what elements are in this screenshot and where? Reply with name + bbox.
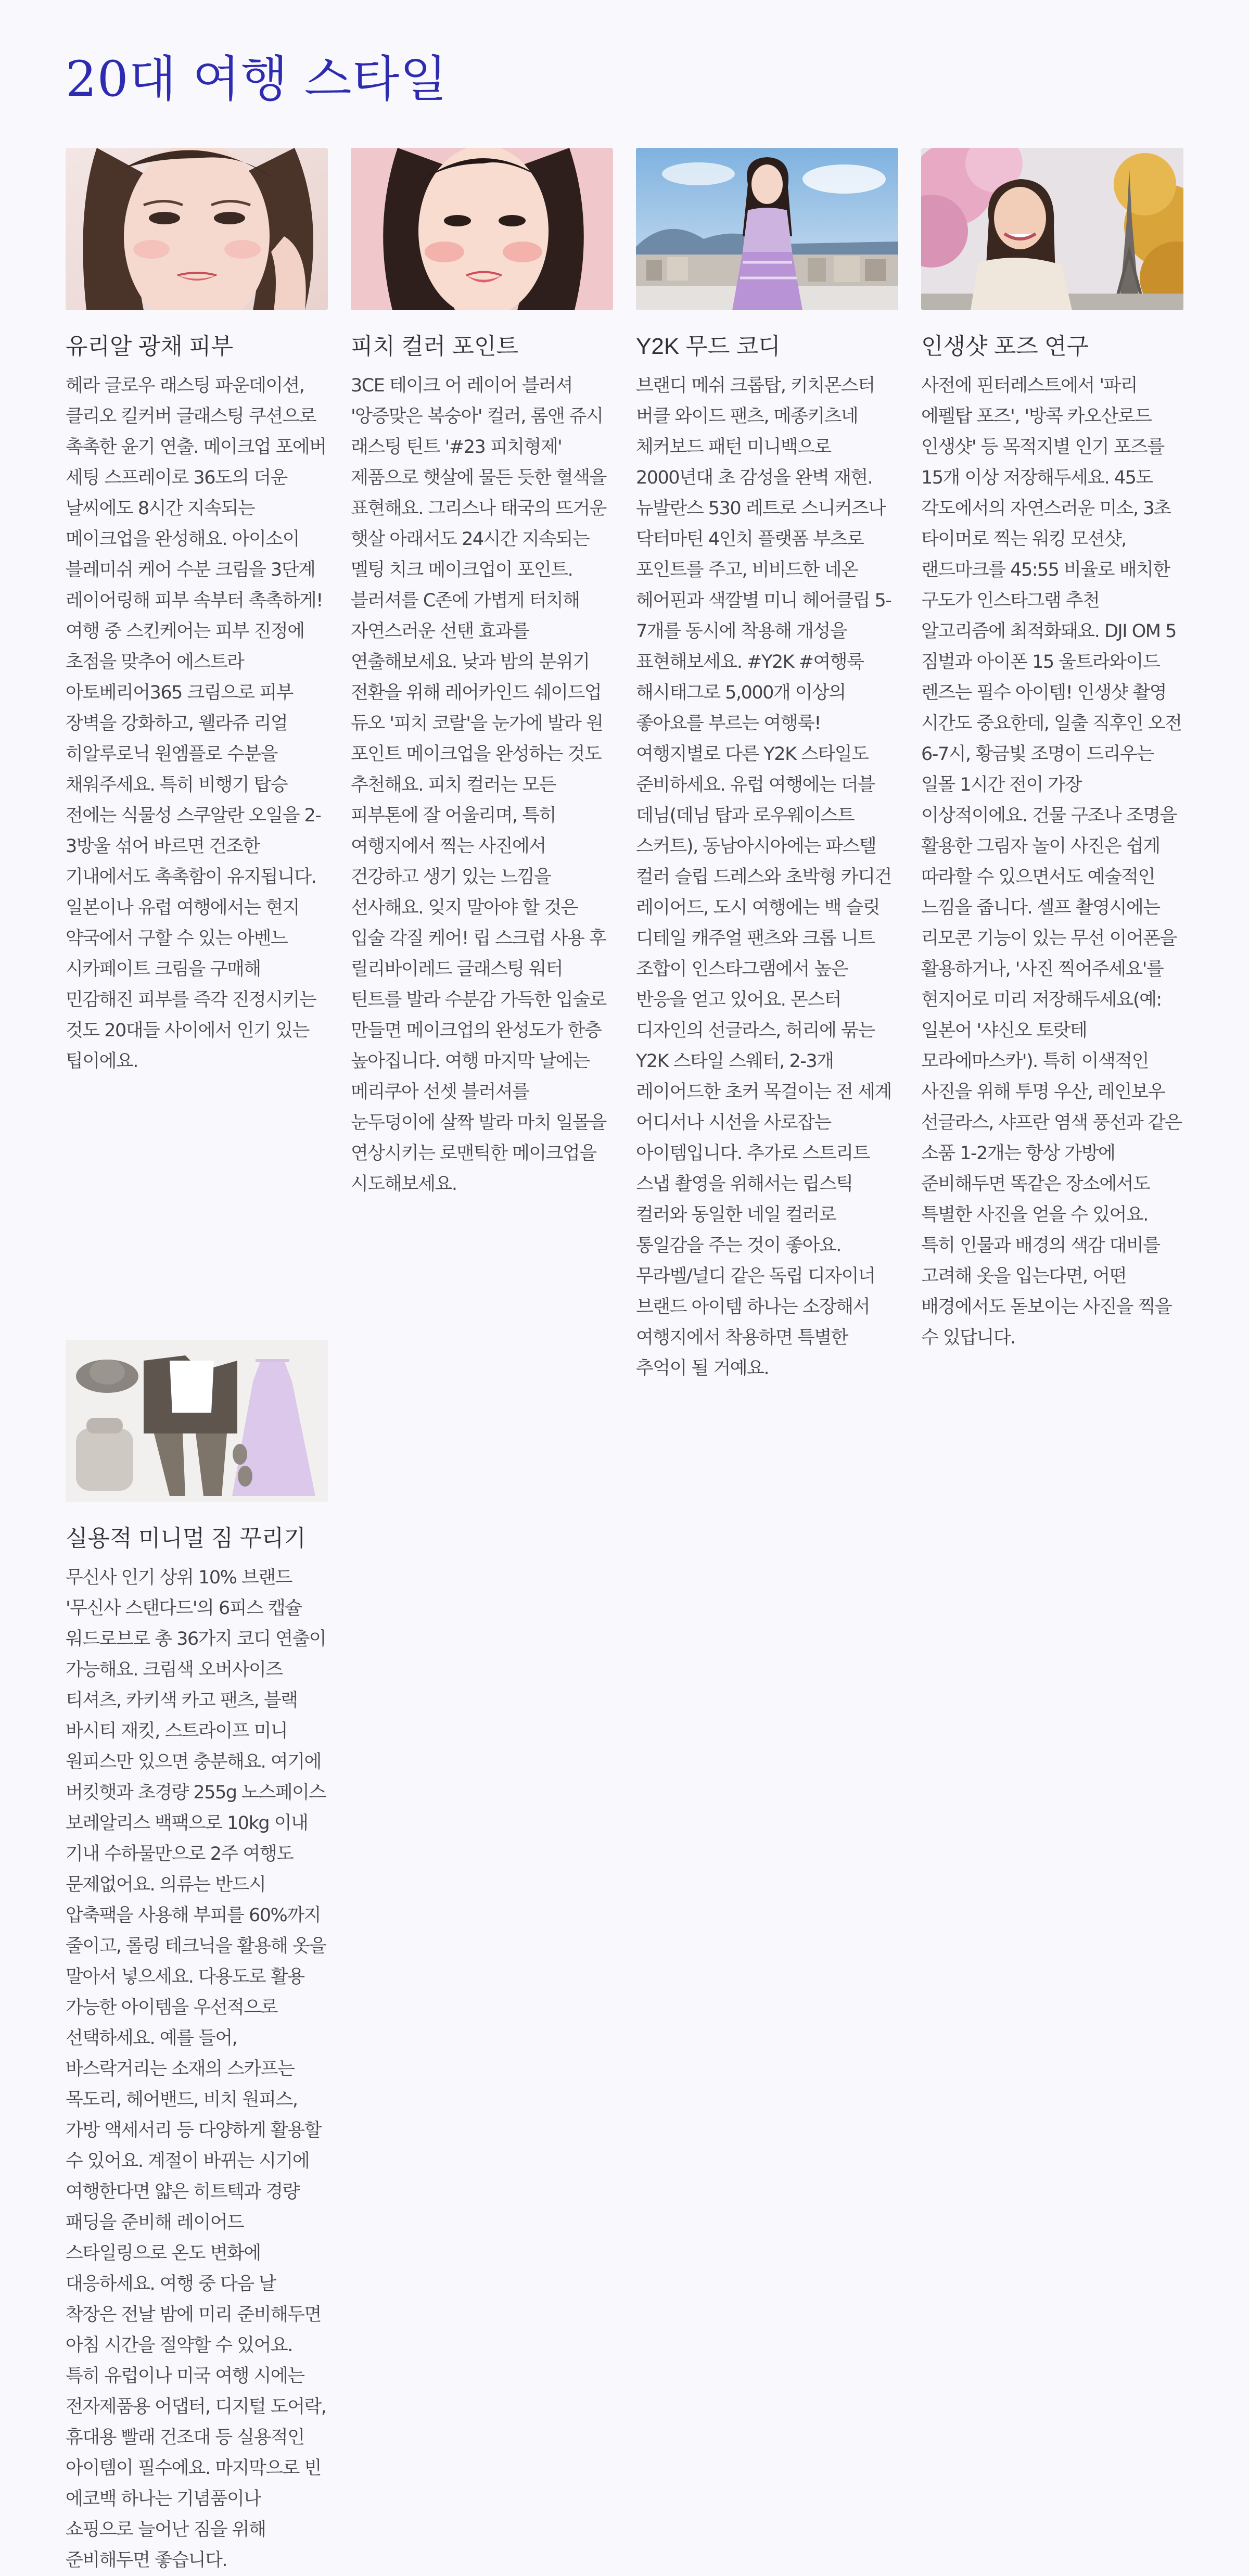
card-title: 인생샷 포즈 연구	[921, 334, 1089, 359]
card-title: 피치 컬러 포인트	[351, 334, 518, 359]
portrait-illustration	[66, 148, 328, 310]
city-outfit-illustration	[636, 148, 898, 310]
glass-skin-portrait-image	[66, 148, 328, 310]
peach-makeup-portrait-image	[351, 148, 613, 310]
portrait-illustration	[351, 148, 613, 310]
article-card	[66, 1340, 328, 2576]
eiffel-tower-selfie-image	[921, 148, 1183, 310]
article-card	[921, 148, 1183, 1353]
card-body: 사전에 핀터레스트에서 '파리 에펠탑 포즈', '방콕 카오산로드 인생샷' 등 목적지별 인기 포즈를 15개 이상 저장해두세요. 45도 각도에서의 자연스러운 미소, 3초 타이머로 찍는 워킹 모션샷, 랜드마크를 45:55 비율로 배치한 구도가 인스타그램 추천 알고리즘에 최적화돼요. DJI OM 5 짐벌과 아이폰 15 울트라와이드 렌즈는 필수 아이템! 인생샷 촬영 시간도 중요한데, 일출 직후인 오전 6-7시, 황금빛 조명이 드리우는 일몰 1시간 전이 가장 이상적이에요. 건물 구조나 조명을 활용한 그림자 놀이 사진은 쉽게 따라할 수 있으면서도 예술적인 느낌을 줍니다. 셀프 촬영시에는 리모콘 기능이 있는 무선 이어폰을 활용하거나, '사진 찍어주세요'를 현지어로 미리 저장해두세요(예: 일본어 '샤신오 토랏테 모라에마스카'). 특히 이색적인 사진을 위해 투명 우산, 레인보우 선글라스, 샤프란 염색 풍선과 같은 소품 1-2개는 항상 가방에 준비해두면 똑같은 장소에서도 특별한 사진을 얻을 수 있어요. 특히 인물과 배경의 색감 대비를 고려해 옷을 입는다면, 어떤 배경에서도 돋보이는 사진을 찍을 수 있답니다.	[921, 375, 1182, 1348]
card-body: 3CE 테이크 어 레이어 블러셔 '앙증맞은 복숭아' 컬러, 롬앤 쥬시 래스팅 틴트 '#23 피치형제' 제품으로 햇살에 물든 듯한 혈색을 표현해요. 그리스나 태국의 뜨거운 햇살 아래서도 24시간 지속되는 멜팅 치크 메이크업이 포인트. 블러셔를 C존에 가볍게 터치해 자연스러운 선탠 효과를 연출해보세요. 낮과 밤의 분위기 전환을 위해 레어카인드 쉐이드업 듀오 '피치 코랄'을 눈가에 발라 원 포인트 메이크업을 완성하는 것도 추천해요. 피치 컬러는 모든 피부톤에 잘 어울리며, 특히 여행지에서 찍는 사진에서 건강하고 생기 있는 느낌을 선사해요. 잊지 말아야 할 것은 입술 각질 케어! 립 스크럽 사용 후 릴리바이레드 글래스팅 워터 틴트를 발라 수분감 가득한 입술로 만들면 메이크업의 완성도가 한층 높아집니다. 여행 마지막 날에는 메리쿠아 선셋 블러셔를 눈두덩이에 살짝 발라 마치 일몰을 연상시키는 로맨틱한 메이크업을 시도해보세요.	[351, 375, 606, 1195]
card-body: 브랜디 메쉬 크롭탑, 키치몬스터 버클 와이드 팬츠, 메종키츠네 체커보드 패턴 미니백으로 2000년대 초 감성을 완벽 재현. 뉴발란스 530 레트로 스니커즈나 닥터마틴 4인치 플랫폼 부츠로 포인트를 주고, 비비드한 네온 헤어핀과 색깔별 미니 헤어클립 5-7개를 동시에 착용해 개성을 표현해보세요. #Y2K #여행룩 해시태그로 5,000개 이상의 좋아요를 부르는 여행룩! 여행지별로 다른 Y2K 스타일도 준비하세요. 유럽 여행에는 더블 데님(데님 탑과 로우웨이스트 스커트), 동남아시아에는 파스텔 컬러 슬립 드레스와 초박형 카디건 레이어드, 도시 여행에는 백 슬릿 디테일 캐주얼 팬츠와 크롭 니트 조합이 인스타그램에서 높은 반응을 얻고 있어요. 몬스터 디자인의 선글라스, 허리에 묶는 Y2K 스타일 스웨터, 2-3개 레이어드한 초커 목걸이는 전 세계 어디서나 시선을 사로잡는 아이템입니다. 추가로 스트리트 스냅 촬영을 위해서는 립스틱 컬러와 동일한 네일 컬러로 통일감을 주는 것이 좋아요. 무라벨/널디 같은 독립 디자이너 브랜드 아이템 하나는 소장해서 여행지에서 착용하면 특별한 추억이 될 거예요.	[636, 375, 891, 1379]
card-title: 유리알 광채 피부	[66, 334, 233, 359]
card-title: Y2K 무드 코디	[636, 334, 781, 359]
article-card	[66, 148, 328, 1077]
minimal-packing-flatlay-image	[66, 1340, 328, 1502]
y2k-outfit-city-image	[636, 148, 898, 310]
card-body: 무신사 인기 상위 10% 브랜드 '무신사 스탠다드'의 6피스 캡슐 워드로브로 총 36가지 코디 연출이 가능해요. 크림색 오버사이즈 티셔츠, 카키색 카고 팬츠, 블랙 바시티 재킷, 스트라이프 미니 원피스만 있으면 충분해요. 여기에 버킷햇과 초경량 255g 노스페이스 보레알리스 백팩으로 10kg 이내 기내 수하물만으로 2주 여행도 문제없어요. 의류는 반드시 압축팩을 사용해 부피를 60%까지 줄이고, 롤링 테크닉을 활용해 옷을 말아서 넣으세요. 다용도로 활용 가능한 아이템을 우선적으로 선택하세요. 예를 들어, 바스락거리는 소재의 스카프는 목도리, 헤어밴드, 비치 원피스, 가방 액세서리 등 다양하게 활용할 수 있어요. 계절이 바뀌는 시기에 여행한다면 얇은 히트텍과 경량 패딩을 준비해 레이어드 스타일링으로 온도 변화에 대응하세요. 여행 중 다음 날 착장은 전날 밤에 미리 준비해두면 아침 시간을 절약할 수 있어요. 특히 유럽이나 미국 여행 시에는 전자제품용 어댑터, 디지털 도어락, 휴대용 빨래 건조대 등 실용적인 아이템이 필수에요. 마지막으로 빈 에코백 하나는 기념품이나 쇼핑으로 늘어난 짐을 위해 준비해두면 좋습니다.	[66, 1567, 326, 2571]
eiffel-selfie-illustration	[921, 148, 1183, 310]
article-card	[636, 148, 898, 1384]
page-title: 20대 여행 스타일	[66, 51, 448, 108]
article-card	[351, 148, 613, 1200]
packing-flatlay-illustration	[66, 1340, 328, 1502]
card-title: 실용적 미니멀 짐 꾸리기	[66, 1526, 306, 1551]
card-body: 헤라 글로우 래스팅 파운데이션, 클리오 킬커버 글래스팅 쿠션으로 촉촉한 윤기 연출. 메이크업 포에버 세팅 스프레이로 36도의 더운 날씨에도 8시간 지속되는 메이크업을 완성해요. 아이소이 블레미쉬 케어 수분 크림을 3단계 레이어링해 피부 속부터 촉촉하게! 여행 중 스킨케어는 피부 진정에 초점을 맞추어 에스트라 아토베리어365 크림으로 피부 장벽을 강화하고, 웰라쥬 리얼 히알루로닉 원엠플로 수분을 채워주세요. 특히 비행기 탑승 전에는 식물성 스쿠알란 오일을 2-3방울 섞어 바르면 건조한 기내에서도 촉촉함이 유지됩니다. 일본이나 유럽 여행에서는 현지 약국에서 구할 수 있는 아벤느 시카페이트 크림을 구매해 민감해진 피부를 즉각 진정시키는 것도 20대들 사이에서 인기 있는 팁이에요.	[66, 375, 326, 1072]
